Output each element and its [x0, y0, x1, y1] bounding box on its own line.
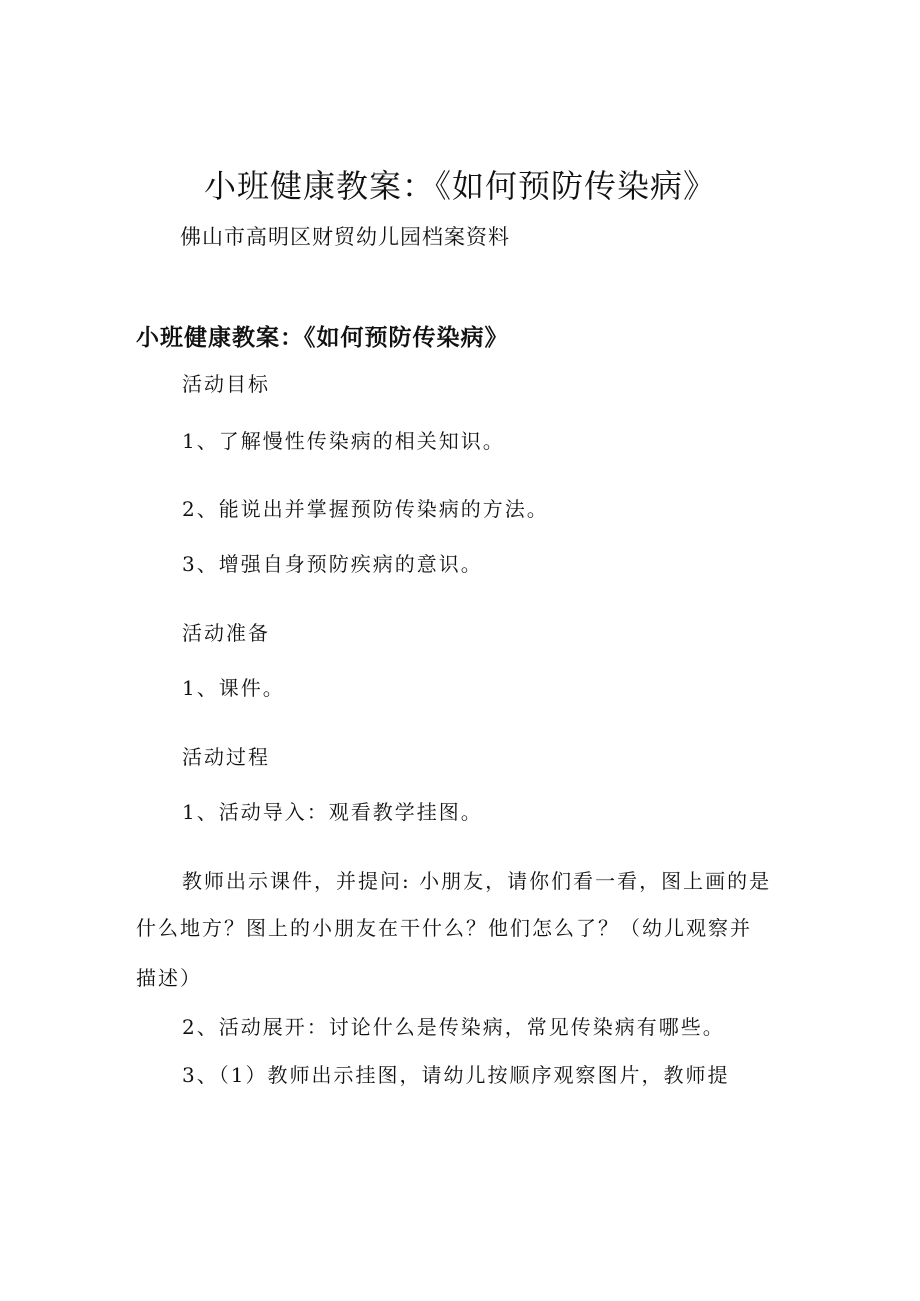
- paragraph-line-3: 描述）: [136, 966, 202, 990]
- process-step-2: 2、活动展开：讨论什么是传染病，常见传染病有哪些。: [182, 1015, 725, 1039]
- process-step-1: 1、活动导入：观看教学挂图。: [182, 800, 483, 824]
- goals-heading: 活动目标: [182, 372, 270, 396]
- section-title: 小班健康教案：《如何预防传染病》: [136, 325, 509, 351]
- paragraph-line-2: 什么地方？图上的小朋友在干什么？他们怎么了？（幼儿观察并: [136, 916, 752, 940]
- goal-item-1: 1、了解慢性传染病的相关知识。: [182, 429, 505, 453]
- prep-heading: 活动准备: [182, 621, 270, 645]
- goal-item-2: 2、能说出并掌握预防传染病的方法。: [182, 497, 549, 521]
- prep-item-1: 1、课件。: [182, 676, 285, 700]
- paragraph-line-1: 教师出示课件，并提问: 小朋友，请你们看一看，图上画的是: [182, 869, 772, 893]
- goal-item-3: 3、增强自身预防疾病的意识。: [182, 552, 483, 576]
- process-step-3: 3、（1）教师出示挂图，请幼儿按顺序观察图片，教师提: [182, 1063, 730, 1087]
- main-title: 小班健康教案：《如何预防传染病》: [203, 167, 716, 205]
- process-heading: 活动过程: [182, 745, 270, 769]
- document-subtitle: 佛山市高明区财贸幼儿园档案资料: [180, 225, 510, 249]
